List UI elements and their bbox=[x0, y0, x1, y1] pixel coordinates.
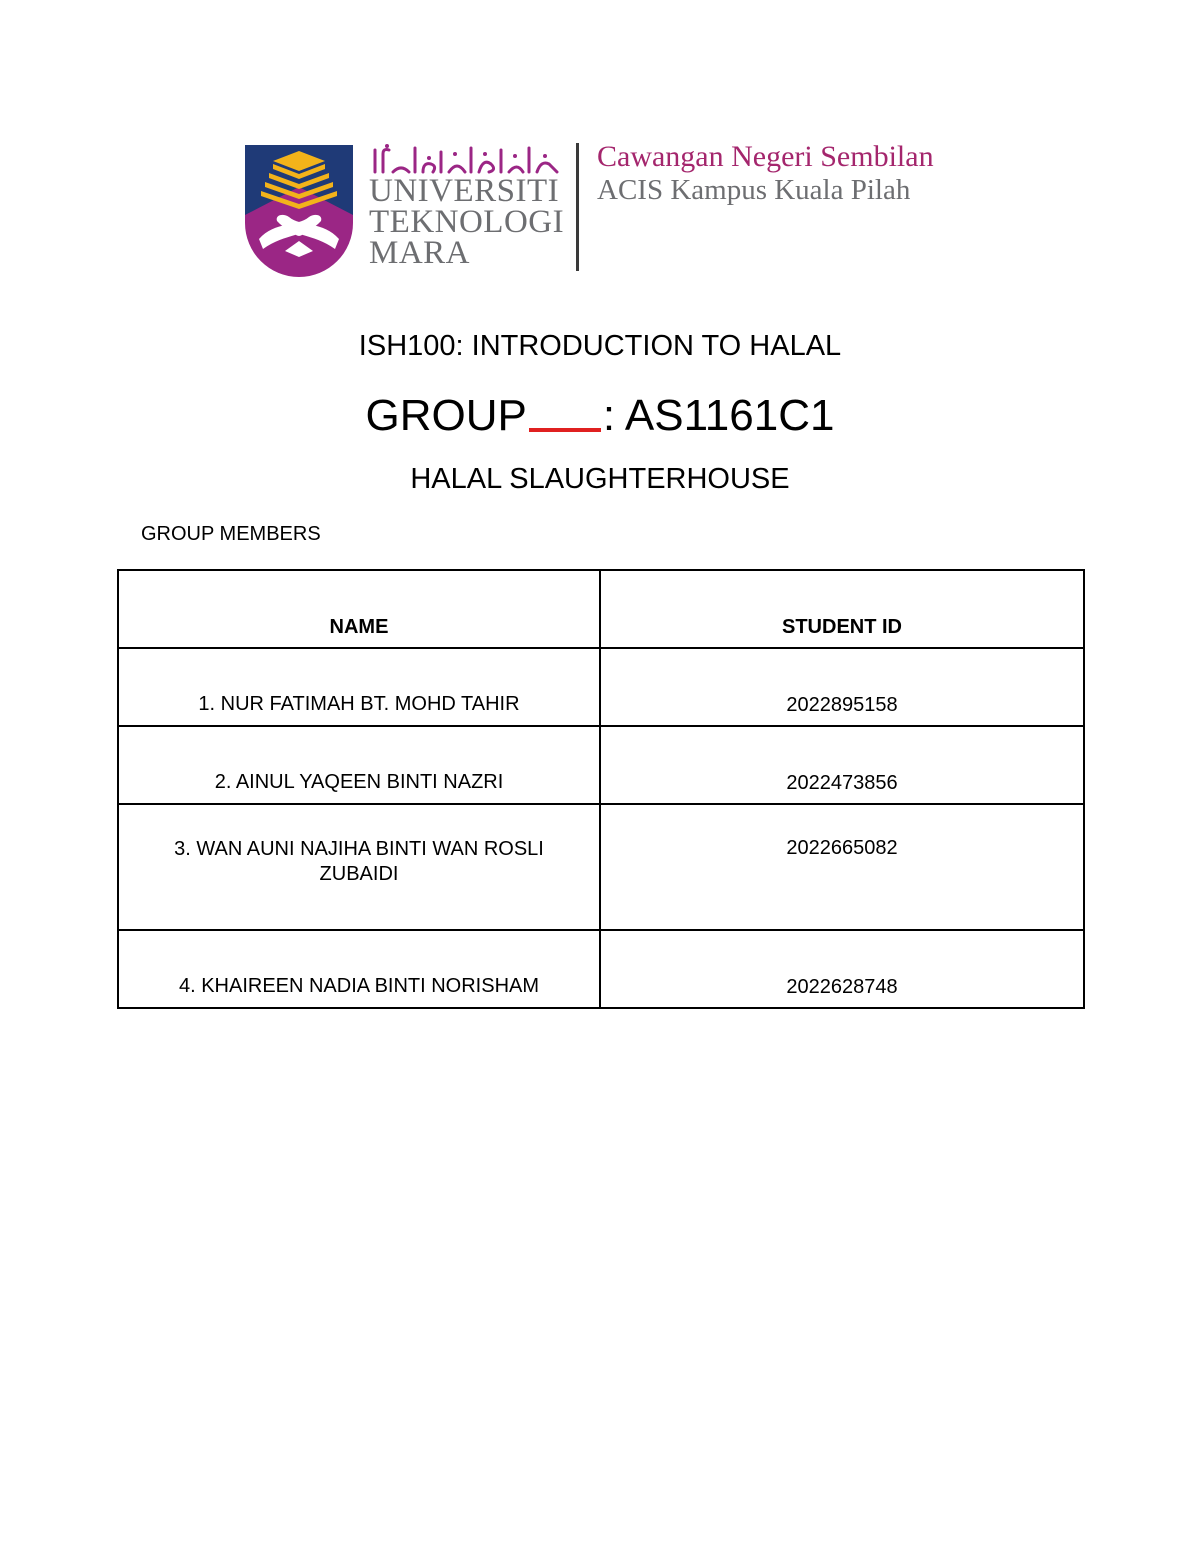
group-heading bbox=[0, 388, 1200, 441]
member-name: 2. AINUL YAQEEN BINTI NAZRI bbox=[118, 726, 600, 804]
member-student-id: 2022895158 bbox=[600, 648, 1084, 726]
table-row bbox=[118, 930, 1084, 1008]
table-row bbox=[118, 648, 1084, 726]
member-name: 3. WAN AUNI NAJIHA BINTI WAN ROSLI ZUBAIDI bbox=[118, 804, 600, 930]
university-name bbox=[369, 173, 565, 271]
member-name: 4. KHAIREEN NADIA BINTI NORISHAM bbox=[118, 930, 600, 1008]
member-student-id: 2022473856 bbox=[600, 726, 1084, 804]
assignment-topic: HALAL SLAUGHTERHOUSE bbox=[410, 463, 790, 495]
university-name-line-2: TEKNOLOGI bbox=[369, 204, 565, 240]
name-column-header: NAME bbox=[118, 570, 600, 648]
member-student-id: 2022628748 bbox=[600, 930, 1084, 1008]
university-name-line-1: UNIVERSITI bbox=[369, 173, 560, 209]
campus-name: ACIS Kampus Kuala Pilah bbox=[597, 174, 911, 206]
university-logo bbox=[245, 140, 965, 280]
table-row bbox=[118, 804, 1084, 930]
table-row bbox=[118, 726, 1084, 804]
group-members-label: GROUP MEMBERS bbox=[141, 523, 321, 545]
student-id-column-header: STUDENT ID bbox=[600, 570, 1084, 648]
group-number-blank bbox=[529, 388, 601, 432]
campus-branch-name: Cawangan Negeri Sembilan bbox=[597, 140, 934, 173]
course-title: ISH100: INTRODUCTION TO HALAL bbox=[358, 330, 842, 362]
group-code: : AS1161C1 bbox=[602, 391, 835, 440]
table-header-row bbox=[118, 570, 1084, 648]
logo-divider bbox=[576, 143, 579, 271]
uitm-emblem-icon bbox=[245, 145, 353, 277]
university-name-line-3: MARA bbox=[369, 235, 471, 271]
member-name: 1. NUR FATIMAH BT. MOHD TAHIR bbox=[118, 648, 600, 726]
members-table bbox=[117, 569, 1085, 1009]
group-label: GROUP bbox=[365, 391, 527, 440]
member-student-id: 2022665082 bbox=[600, 804, 1084, 930]
